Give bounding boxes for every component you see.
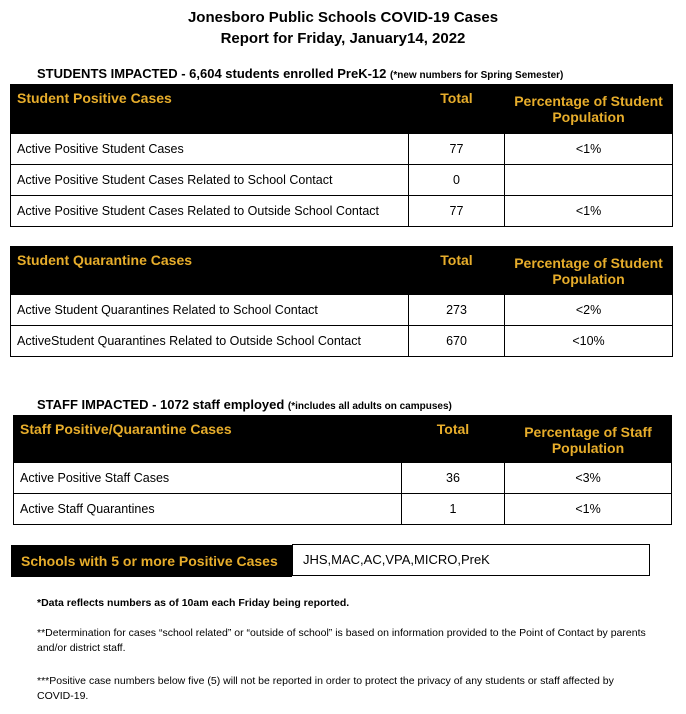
header-cell: Student Positive Cases: [11, 85, 409, 134]
row-label: Active Positive Student Cases Related to Outside School Contact: [11, 196, 409, 227]
row-label: Active Student Quarantines Related to School Contact: [11, 295, 409, 326]
table-row: [11, 165, 673, 196]
row-percent: <10%: [505, 326, 673, 357]
staff-heading-text: STAFF IMPACTED - 1072 staff employed: [37, 397, 285, 412]
header-cell: Percentage of Staff Population: [505, 416, 672, 463]
table-header-row: [11, 85, 673, 134]
table-row: [14, 463, 672, 494]
footnote-determination: **Determination for cases “school related” or “outside of school” is based on information provided to the Point of Contact by parents and/or district staff.: [37, 627, 646, 654]
row-percent: <1%: [505, 134, 673, 165]
students-heading-text: STUDENTS IMPACTED - 6,604 students enrolled PreK-12: [37, 66, 387, 81]
row-label: Active Staff Quarantines: [14, 494, 402, 525]
schools-label: Schools with 5 or more Positive Cases: [11, 545, 292, 577]
report-title: Jonesboro Public Schools COVID-19 Cases: [187, 9, 499, 26]
table-header-row: [14, 416, 672, 463]
row-percent: <2%: [505, 295, 673, 326]
table-row: [11, 295, 673, 326]
table-row: [11, 326, 673, 357]
row-total: 1: [402, 494, 505, 525]
staff-heading-note: (*includes all adults on campuses): [287, 401, 452, 412]
table-header-row: [11, 247, 673, 295]
row-percent: <3%: [505, 463, 672, 494]
footnote-data-timing: *Data reflects numbers as of 10am each Friday being reported.: [37, 597, 350, 609]
row-percent: [505, 165, 673, 196]
row-total: 77: [409, 134, 505, 165]
row-label: ActiveStudent Quarantines Related to Outside School Contact: [11, 326, 409, 357]
student-quarantine-table: [10, 246, 673, 357]
header-cell: Student Quarantine Cases: [11, 247, 409, 295]
row-total: 670: [409, 326, 505, 357]
row-percent: <1%: [505, 494, 672, 525]
table-row: [11, 134, 673, 165]
header-cell: Total: [409, 247, 505, 295]
row-total: 77: [409, 196, 505, 227]
row-label: Active Positive Student Cases: [11, 134, 409, 165]
header-cell: Percentage of Student Population: [505, 247, 673, 295]
row-total: 0: [409, 165, 505, 196]
header-cell: Staff Positive/Quarantine Cases: [14, 416, 402, 463]
staff-table: [13, 415, 672, 525]
header-cell: Percentage of Student Population: [505, 85, 673, 134]
table-row: [14, 494, 672, 525]
row-total: 36: [402, 463, 505, 494]
students-heading: [37, 66, 563, 81]
row-percent: <1%: [505, 196, 673, 227]
report-subtitle: Report for Friday, January14, 2022: [220, 30, 466, 47]
header-cell: Total: [402, 416, 505, 463]
header-cell: Total: [409, 85, 505, 134]
students-heading-note: (*new numbers for Spring Semester): [390, 70, 564, 81]
student-positive-table: [10, 84, 673, 227]
schools-value: JHS,MAC,AC,VPA,MICRO,PreK: [292, 544, 650, 576]
row-label: Active Positive Staff Cases: [14, 463, 402, 494]
row-total: 273: [409, 295, 505, 326]
staff-heading: [37, 397, 452, 412]
table-row: [11, 196, 673, 227]
footnote-privacy: ***Positive case numbers below five (5) will not be reported in order to protect the privacy of any students or staff affected by COVID-19.: [37, 675, 614, 702]
row-label: Active Positive Student Cases Related to School Contact: [11, 165, 409, 196]
